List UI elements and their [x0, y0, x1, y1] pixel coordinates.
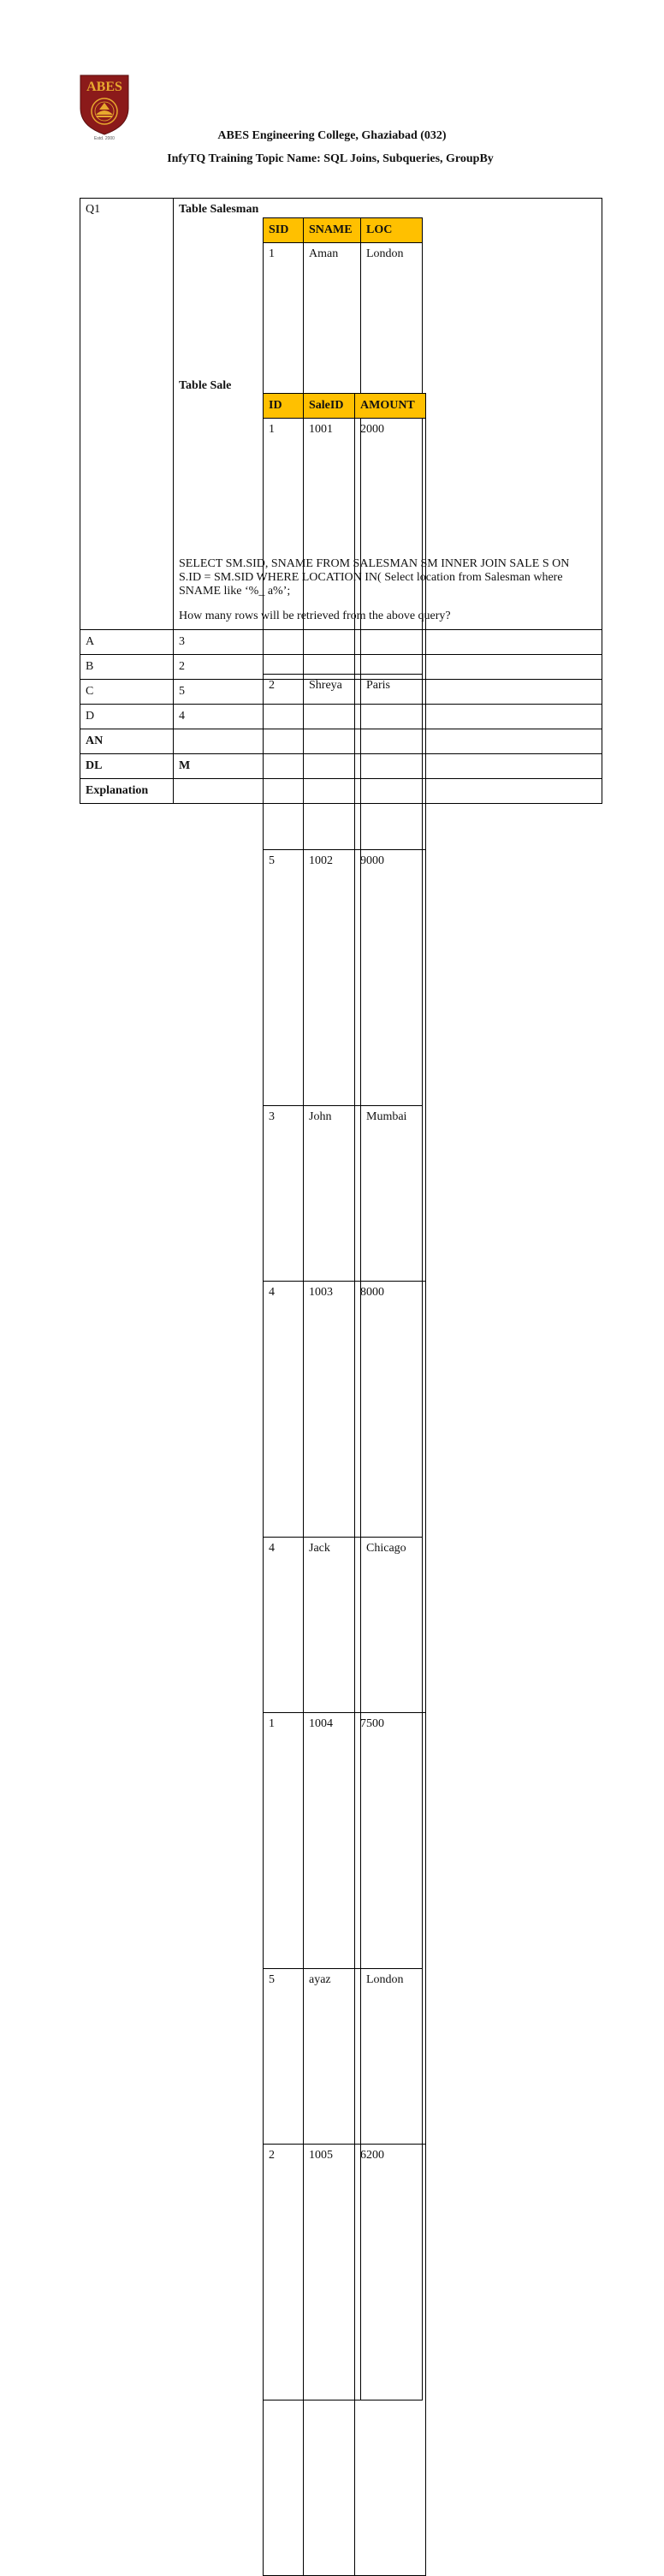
table-cell: 9000: [355, 850, 426, 1282]
sale-table: [263, 393, 426, 2576]
salesman-table-label: Table Salesman: [179, 203, 259, 216]
table-cell: 1001: [304, 419, 355, 850]
table-cell: Chicago: [361, 1538, 423, 1969]
logo-wordmark: ABES: [86, 80, 122, 94]
table-cell: ayaz: [304, 1969, 361, 2400]
table-row: [264, 1713, 426, 2145]
option-key: A: [80, 630, 174, 655]
table-cell: London: [361, 243, 423, 675]
table-cell: Shreya: [304, 675, 361, 1106]
sale-table-label: Table Sale: [179, 379, 232, 392]
table-cell: 3: [264, 1106, 304, 1538]
table-cell: John: [304, 1106, 361, 1538]
question-prompt: How many rows will be retrieved from the above query?: [179, 610, 451, 622]
table-cell: Aman: [304, 243, 361, 675]
sale-col-header: ID: [264, 394, 304, 419]
table-cell: 7500: [355, 1713, 426, 2145]
table-cell: 1003: [304, 1282, 355, 1713]
table-cell: London: [361, 1969, 423, 2400]
meta-key: AN: [80, 729, 174, 754]
table-row: [264, 1282, 426, 1713]
salesman-col-header: SID: [264, 218, 304, 243]
table-cell: 1005: [304, 2145, 355, 2576]
table-cell: 2: [264, 675, 304, 1106]
table-row: [264, 850, 426, 1282]
salesman-col-header: SNAME: [304, 218, 361, 243]
topic-title: InfyTQ Training Topic Name: SQL Joins, Subqueries, GroupBy: [167, 152, 494, 165]
sql-query: [179, 557, 590, 598]
option-key: D: [80, 705, 174, 729]
sql-query-line: SNAME like ‘%_ a%’;: [179, 585, 291, 598]
meta-key: Explanation: [80, 779, 174, 804]
table-cell: 1: [264, 243, 304, 675]
option-value: 2: [174, 655, 602, 680]
question-id: Q1: [80, 199, 174, 630]
table-cell: 1004: [304, 1713, 355, 2145]
table-cell: 4: [264, 1282, 304, 1713]
option-value: 3: [174, 630, 602, 655]
table-cell: 8000: [355, 1282, 426, 1713]
table-cell: 2000: [355, 419, 426, 850]
table-cell: Mumbai: [361, 1106, 423, 1538]
table-row: [264, 2145, 426, 2576]
option-key: B: [80, 655, 174, 680]
table-cell: 6200: [355, 2145, 426, 2576]
question-row: [80, 199, 602, 630]
option-key: C: [80, 680, 174, 705]
table-cell: 4: [264, 1538, 304, 1969]
salesman-col-header: LOC: [361, 218, 423, 243]
table-cell: 1002: [304, 850, 355, 1282]
question-body: [174, 199, 602, 2162]
option-value: 4: [174, 705, 602, 729]
college-title: ABES Engineering College, Ghaziabad (032): [217, 129, 447, 142]
meta-key: DL: [80, 754, 174, 779]
sql-query-line: S.ID = SM.SID WHERE LOCATION IN( Select location from Salesman where: [179, 571, 563, 584]
sale-col-header: AMOUNT: [355, 394, 426, 419]
question-table: [80, 198, 602, 2162]
table-row: [264, 419, 426, 850]
table-cell: 5: [264, 1969, 304, 2400]
meta-value: M: [174, 754, 602, 779]
option-value: 5: [174, 680, 602, 705]
logo-estd-text: Estd. 2000: [94, 136, 115, 141]
table-cell: Paris: [361, 675, 423, 1106]
sale-col-header: SaleID: [304, 394, 355, 419]
sql-query-line: SELECT SM.SID, SNAME FROM SALESMAN SM INNER JOIN SALE S ON: [179, 557, 570, 570]
table-cell: 5: [264, 850, 304, 1282]
table-cell: 1: [264, 1713, 304, 2145]
table-cell: 2: [264, 2145, 304, 2576]
table-cell: 1: [264, 419, 304, 850]
table-cell: Jack: [304, 1538, 361, 1969]
